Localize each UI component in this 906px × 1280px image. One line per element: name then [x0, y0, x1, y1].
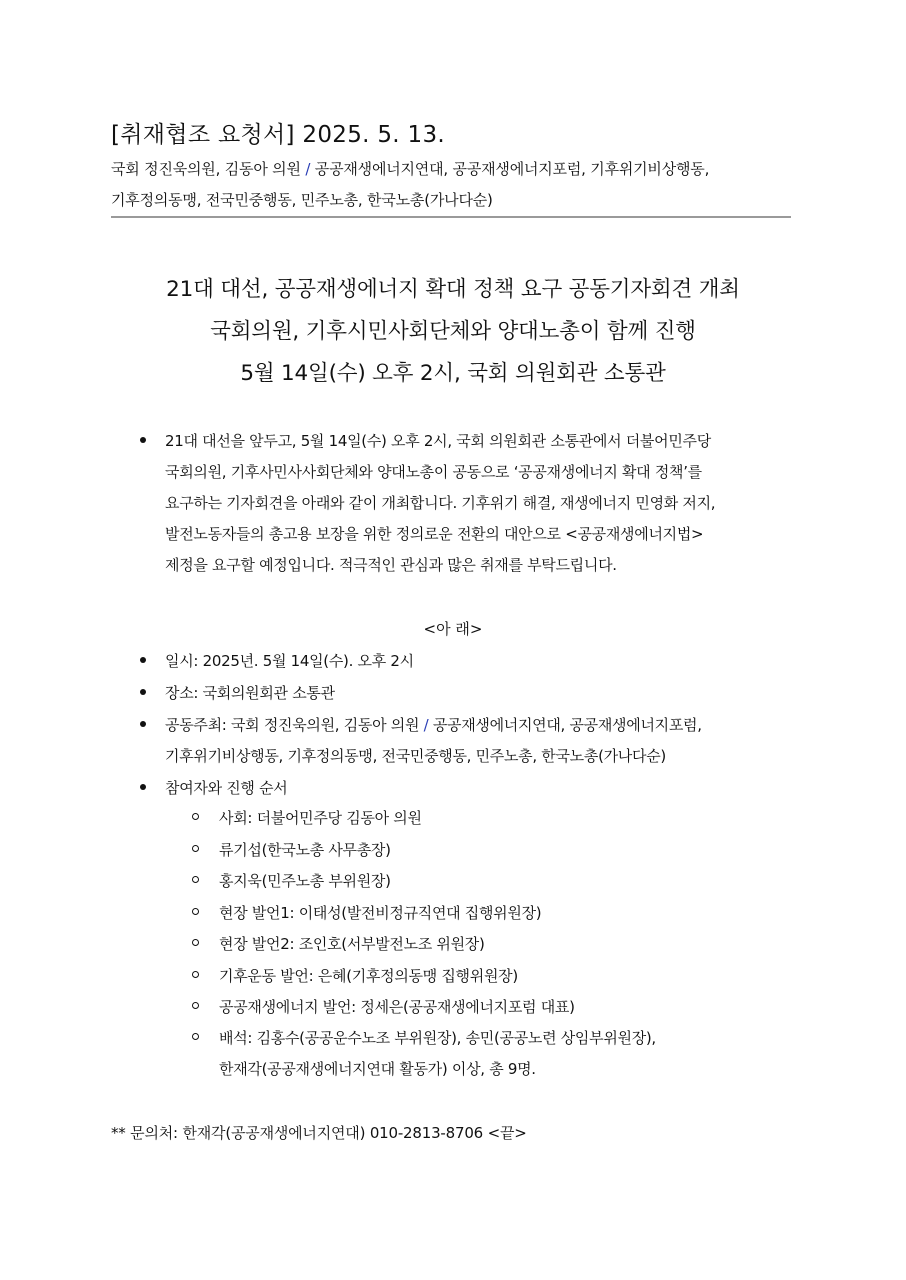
- headline-1: 21대 대선, 공공재생에너지 확대 정책 요구 공동기자회견 개최: [166, 277, 740, 302]
- event-place: 장소: 국회의원회관 소통관: [165, 684, 335, 702]
- event-datetime: 일시: 2025년. 5월 14일(수). 오후 2시: [165, 652, 414, 670]
- circle-bullet-icon: [192, 1002, 199, 1009]
- participant-item: 공공재생에너지 발언: 정세은(공공재생에너지포럼 대표): [219, 998, 575, 1016]
- bullet-icon: [140, 784, 146, 790]
- organizers-line-1: [111, 158, 709, 179]
- intro-line: 발전노동자들의 총고용 보장을 위한 정의로운 전환의 대안으로 <공공재생에너지법>: [165, 525, 704, 543]
- circle-bullet-icon: [192, 971, 199, 978]
- intro-line: 제정을 요구할 예정입니다. 적극적인 관심과 많은 취재를 부탁드립니다.: [165, 556, 617, 574]
- participant-item: 기후운동 발언: 은혜(기후정의동맹 집행위원장): [219, 967, 518, 985]
- intro-line: 요구하는 기자회견을 아래와 같이 개최합니다. 기후위기 해결, 재생에너지 민영화 저지,: [165, 494, 716, 512]
- hosts-lawmakers: 공동주최: 국회 정진욱의원, 김동아 의원: [165, 716, 420, 734]
- hosts-groups: 공공재생에너지연대, 공공재생에너지포럼,: [432, 716, 702, 734]
- organizers-groups: 공공재생에너지연대, 공공재생에너지포럼, 기후위기비상행동,: [314, 160, 710, 178]
- circle-bullet-icon: [192, 845, 199, 852]
- separator-slash: /: [305, 160, 311, 178]
- bullet-icon: [140, 437, 146, 443]
- document-title: [취재협조 요청서] 2025. 5. 13.: [111, 122, 445, 148]
- circle-bullet-icon: [192, 876, 199, 883]
- circle-bullet-icon: [192, 908, 199, 915]
- participant-item: 현장 발언2: 조인호(서부발전노조 위원장): [219, 935, 485, 953]
- bullet-icon: [140, 721, 146, 727]
- intro-line: 21대 대선을 앞두고, 5월 14일(수) 오후 2시, 국회 의원회관 소통관에서 더불어민주당: [165, 432, 711, 450]
- event-hosts-line-1: [165, 714, 702, 735]
- bullet-icon: [140, 689, 146, 695]
- participant-item: 현장 발언1: 이태성(발전비정규직연대 집행위원장): [219, 904, 542, 922]
- details-heading: <아 래>: [423, 620, 483, 638]
- headline-3: 5월 14일(수) 오후 2시, 국회 의원회관 소통관: [240, 361, 666, 386]
- bullet-icon: [140, 657, 146, 663]
- separator-slash: /: [423, 716, 429, 734]
- circle-bullet-icon: [192, 939, 199, 946]
- organizers-line-2: 기후정의동맹, 전국민중행동, 민주노총, 한국노총(가나다순): [111, 191, 493, 209]
- participant-item: 홍지욱(민주노총 부위원장): [219, 872, 391, 890]
- headline-2: 국회의원, 기후시민사회단체와 양대노총이 함께 진행: [210, 319, 696, 344]
- participant-item: 배석: 김홍수(공공운수노조 부위원장), 송민(공공노련 상임부위원장),: [219, 1029, 656, 1047]
- circle-bullet-icon: [192, 813, 199, 820]
- participant-item-continued: 한재각(공공재생에너지연대 활동가) 이상, 총 9명.: [219, 1060, 536, 1078]
- organizers-lawmakers: 국회 정진욱의원, 김동아 의원: [111, 160, 301, 178]
- participant-item: 사회: 더불어민주당 김동아 의원: [219, 809, 422, 827]
- header-divider: [111, 216, 791, 218]
- circle-bullet-icon: [192, 1033, 199, 1040]
- intro-line: 국회의원, 기후사민사사회단체와 양대노총이 공동으로 ‘공공재생에너지 확대 정책’를: [165, 463, 702, 481]
- participants-title: 참여자와 진행 순서: [165, 779, 288, 797]
- contact-info: ** 문의처: 한재각(공공재생에너지연대) 010-2813-8706 <끝>: [111, 1124, 527, 1142]
- event-hosts-line-2: 기후위기비상행동, 기후정의동맹, 전국민중행동, 민주노총, 한국노총(가나다순): [165, 747, 666, 765]
- participant-item: 류기섭(한국노총 사무총장): [219, 841, 391, 859]
